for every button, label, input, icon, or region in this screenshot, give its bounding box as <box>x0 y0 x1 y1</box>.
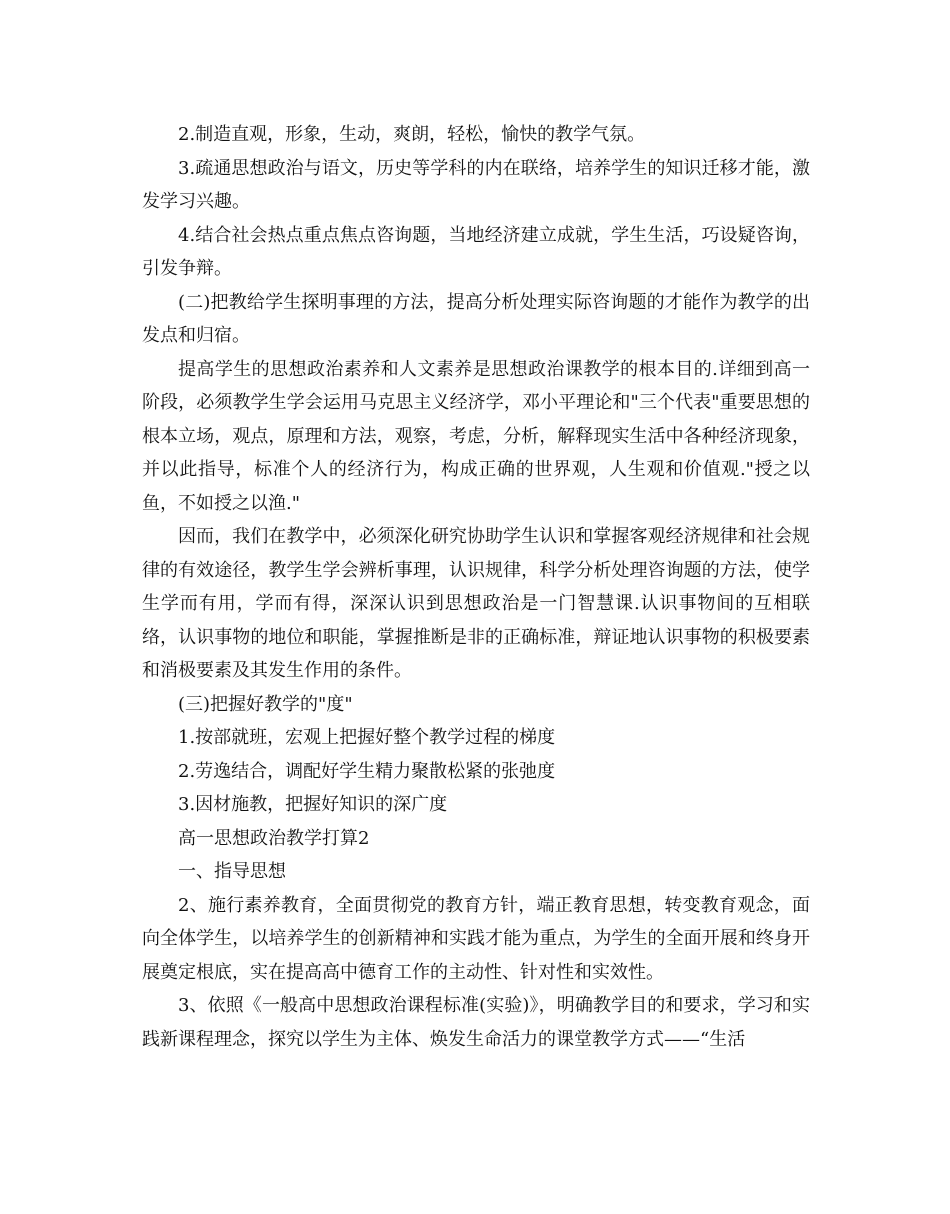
paragraph: 提高学生的思想政治素养和人文素养是思想政治课教学的根本目的.详细到高一阶段，必须教学生学会运用马克思主义经济学，邓小平理论和"三个代表"重要思想的根本立场，观点，原理和方法，观察，考虑，分析，解释现实生活中各种经济现象，并以此指导，标准个人的经济行为，构成正确的世界观，人生观和价值观."授之以鱼，不如授之以渔." <box>142 358 810 514</box>
document-body <box>142 118 810 1056</box>
paragraph: (二)把教给学生探明事理的方法，提高分析处理实际咨询题的才能作为教学的出发点和归宿。 <box>142 291 810 346</box>
paragraph: 4.结合社会热点重点焦点咨询题，当地经济建立成就，学生生活，巧设疑咨询，引发争辩。 <box>142 224 810 279</box>
paragraph: 2、施行素养教育，全面贯彻党的教育方针，端正教育思想，转变教育观念，面向全体学生，以培养学生的创新精神和实践才能为重点，为学生的全面开展和终身开展奠定根底，实在提高高中德育工作的主动性、针对性和实效性。 <box>142 894 810 983</box>
section-heading: 一、指导思想 <box>178 861 286 882</box>
list-item: 3.因材施教，把握好知识的深广度 <box>178 794 448 815</box>
list-item: 1.按部就班，宏观上把握好整个教学过程的梯度 <box>178 727 556 748</box>
paragraph: 3.疏通思想政治与语文，历史等学科的内在联络，培养学生的知识迁移才能，激发学习兴趣。 <box>142 157 810 212</box>
paragraph: 因而，我们在教学中，必须深化研究协助学生认识和掌握客观经济规律和社会规律的有效途径，教学生学会辨析事理，认识规律，科学分析处理咨询题的方法，使学生学而有用，学而有得，深深认识到思想政治是一门智慧课.认识事物间的互相联络，认识事物的地位和职能，掌握推断是非的正确标准，辩证地认识事物的积极要素和消极要素及其发生作用的条件。 <box>142 526 810 681</box>
paragraph: 2.制造直观，形象，生动，爽朗，轻松，愉快的教学气氛。 <box>178 124 646 145</box>
list-item: 2.劳逸结合，调配好学生精力聚散松紧的张弛度 <box>178 760 556 782</box>
paragraph: 3、依照《一般高中思想政治课程标准(实验)》，明确教学目的和要求，学习和实践新课程理念，探究以学生为主体、焕发生命活力的课堂教学方式——“生活 <box>142 995 810 1050</box>
section-heading: (三)把握好教学的"度" <box>178 693 353 715</box>
document-title: 高一思想政治教学打算2 <box>178 827 370 849</box>
